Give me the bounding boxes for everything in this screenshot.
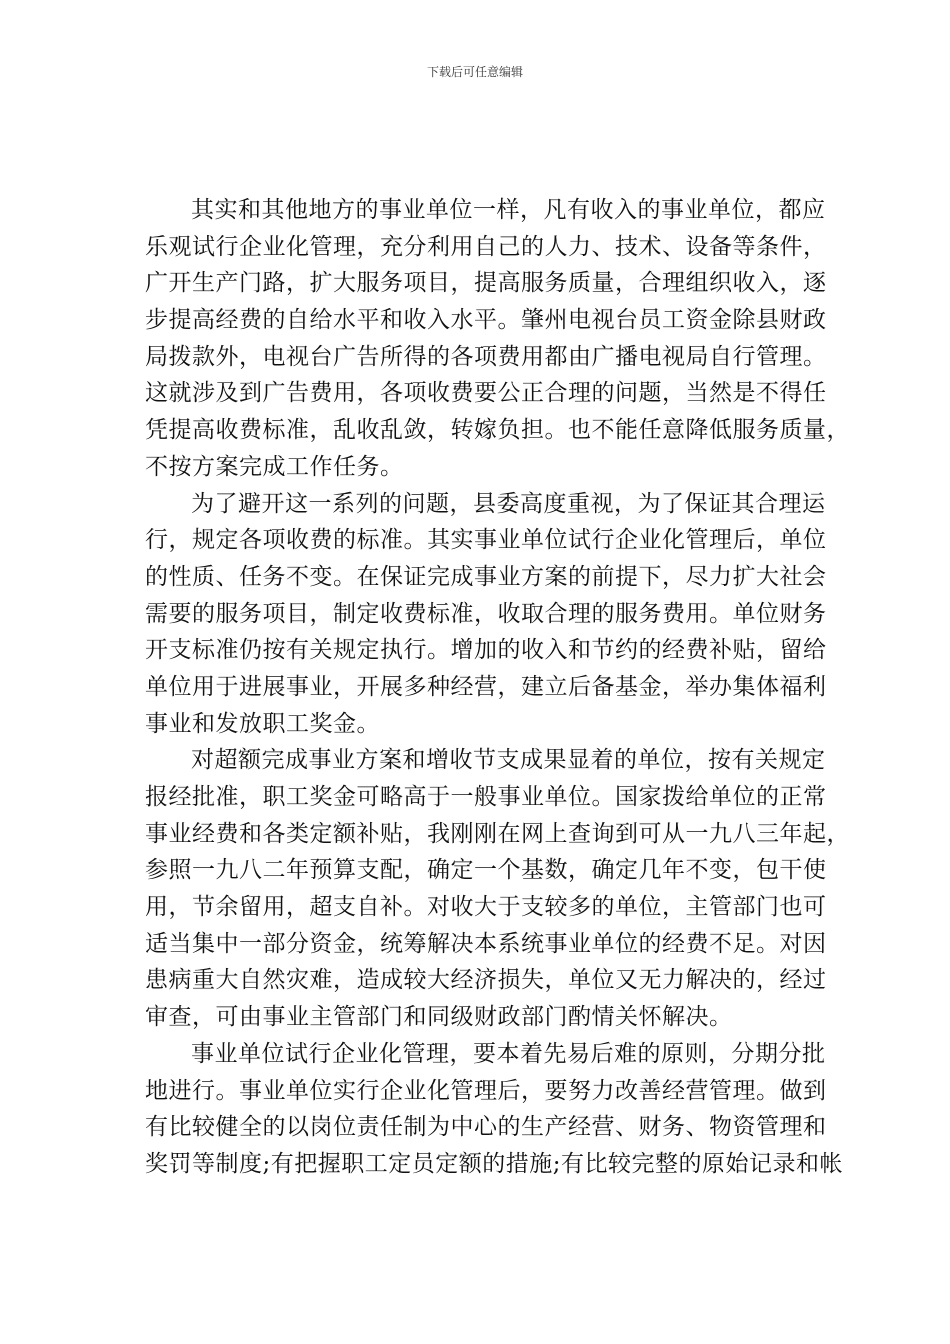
text-line: 的性质、任务不变。在保证完成事业方案的前提下，尽力扩大社会 xyxy=(145,563,827,590)
text-line: 这就涉及到广告费用，各项收费要公正合理的问题，当然是不得任 xyxy=(145,380,827,407)
text-line: 患病重大自然灾难，造成较大经济损失，单位又无力解决的，经过 xyxy=(145,967,827,994)
text-line: 报经批准，职工奖金可略高于一般事业单位。国家拨给单位的正常 xyxy=(145,784,827,810)
text-line: 其实和其他地方的事业单位一样，凡有收入的事业单位，都应 xyxy=(191,197,826,223)
text-line: 事业单位试行企业化管理，要本着先易后难的原则，分期分批 xyxy=(191,1040,826,1067)
document-body xyxy=(145,192,850,1183)
text-line: 事业和发放职工奖金。 xyxy=(145,710,380,737)
text-line: 开支标准仍按有关规定执行。增加的收入和节约的经费补贴，留给 xyxy=(145,637,827,664)
text-line: 步提高经费的自给水平和收入水平。肇州电视台员工资金除县财政 xyxy=(145,307,827,334)
text-line: 需要的服务项目，制定收费标准，收取合理的服务费用。单位财务 xyxy=(145,600,827,627)
text-line: 为了避开这一系列的问题，县委高度重视，为了保证其合理运 xyxy=(191,490,826,517)
paragraph-4 xyxy=(145,1036,843,1183)
text-line: 凭提高收费标准，乱收乱敛，转嫁负担。也不能任意降低服务质量， xyxy=(145,417,850,444)
text-line: 对超额完成事业方案和增收节支成果显着的单位，按有关规定 xyxy=(191,747,826,774)
text-line: 行，规定各项收费的标准。其实事业单位试行企业化管理后，单位 xyxy=(145,527,827,554)
text-line: 参照一九八二年预算支配，确定一个基数，确定几年不变，包干使 xyxy=(145,857,827,884)
paragraph-3 xyxy=(145,742,850,1036)
text-line: 乐观试行企业化管理，充分利用自己的人力、技术、设备等条件， xyxy=(145,233,827,260)
text-line: 单位用于进展事业，开展多种经营，建立后备基金，举办集体福利 xyxy=(145,673,827,700)
text-line: 审查，可由事业主管部门和同级财政部门酌情关怀解决。 xyxy=(145,1004,733,1031)
paragraph-1 xyxy=(145,192,850,486)
text-line: 事业经费和各类定额补贴，我刚刚在网上查询到可从一九八三年起， xyxy=(145,820,850,847)
page-header-note: 下载后可任意编辑 xyxy=(426,65,523,79)
text-line: 广开生产门路，扩大服务项目，提高服务质量，合理组织收入，逐 xyxy=(145,270,827,297)
text-line: 局拨款外，电视台广告所得的各项费用都由广播电视局自行管理。 xyxy=(145,343,827,370)
text-line: 地进行。事业单位实行企业化管理后，要努力改善经营管理。做到 xyxy=(145,1077,827,1104)
text-line: 奖罚等制度;有把握职工定员定额的措施;有比较完整的原始记录和帐 xyxy=(145,1150,843,1177)
paragraph-2 xyxy=(145,486,827,743)
text-line: 有比较健全的以岗位责任制为中心的生产经营、财务、物资管理和 xyxy=(145,1114,827,1141)
text-line: 适当集中一部分资金，统筹解决本系统事业单位的经费不足。对因 xyxy=(145,930,827,957)
text-line: 用，节余留用，超支自补。对收大于支较多的单位，主管部门也可 xyxy=(145,894,827,921)
text-line: 不按方案完成工作任务。 xyxy=(145,453,404,480)
